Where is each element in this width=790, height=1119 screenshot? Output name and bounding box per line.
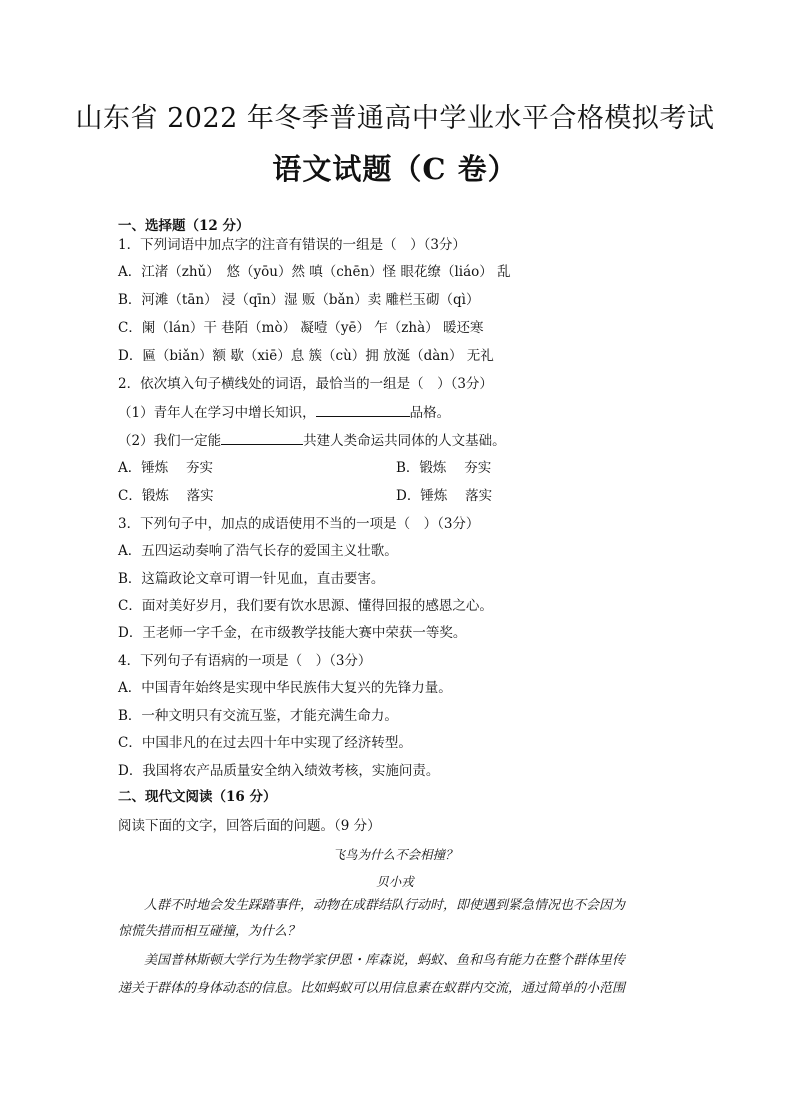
q1-option-b: B．河滩（tān） 浸（qīn）湿 贩（bǎn）卖 雕栏玉砌（qì）: [118, 292, 480, 308]
q4-stem: 4．下列句子有语病的一项是（ ）（3分）: [118, 653, 372, 669]
q1-stem: 1．下列词语中加点字的注音有错误的一组是（ ）（3分）: [118, 237, 466, 253]
section2-heading: 二、现代文阅读（16 分）: [118, 789, 277, 805]
q2-option-b: B．锻炼 夯实: [396, 460, 492, 476]
q2-blank-1: [316, 402, 410, 417]
q2-sentence-1: [118, 402, 450, 423]
q4-option-d: D．我国将农产品质量安全纳入绩效考核，实施问责。: [118, 763, 440, 779]
article-author: 贝小戎: [376, 874, 414, 889]
q3-option-d: D．王老师一字千金，在市级教学技能大赛中荣获一等奖。: [118, 625, 467, 641]
q4-option-a: A．中国青年始终是实现中华民族伟大复兴的先锋力量。: [118, 680, 452, 696]
q2-option-d: D．锤炼 落实: [396, 488, 493, 504]
q4-option-b: B．一种文明只有交流互鉴，才能充满生命力。: [118, 708, 398, 724]
q1-option-c: C．阑（lán）干 巷陌（mò） 凝噎（yē） 乍（zhà） 暖还寒: [118, 320, 484, 336]
q2-s2-after: 共建人类命运共同体的人文基础。: [303, 433, 506, 449]
exam-subtitle: 语文试题（C 卷）: [272, 152, 518, 186]
q1-option-a: A．江渚（zhǔ） 悠（yōu）然 嗔（chēn）怪 眼花缭（liáo） 乱: [118, 264, 511, 280]
q3-option-a: A．五四运动奏响了浩气长存的爱国主义壮歌。: [118, 543, 398, 559]
q2-option-a: A．锤炼 夯实: [118, 460, 214, 476]
paragraph-2-line-2: 递关于群体的身体动态的信息。比如蚂蚁可以用信息素在蚁群内交流，通过简单的小范围: [118, 981, 626, 996]
q3-option-b: B．这篇政论文章可谓一针见血，直击要害。: [118, 571, 385, 587]
section1-heading: 一、选择题（12 分）: [118, 218, 250, 234]
q2-option-c: C．锻炼 落实: [118, 488, 214, 504]
reading-intro: 阅读下面的文字，回答后面的问题。（9 分）: [118, 818, 381, 834]
q2-s2-before: （2）我们一定能: [118, 433, 222, 449]
q2-blank-2: [221, 430, 303, 445]
paragraph-2-line-1: 美国普林斯顿大学行为生物学家伊恩・库森说，蚂蚁、鱼和鸟有能力在整个群体里传: [144, 953, 626, 968]
article-title: 飞鸟为什么不会相撞？: [332, 847, 458, 862]
exam-title: 山东省 2022 年冬季普通高中学业水平合格模拟考试: [75, 103, 715, 134]
q2-s1-before: （1）青年人在学习中增长知识，: [118, 405, 316, 421]
q2-sentence-2: [118, 430, 506, 451]
paragraph-1-line-1: 人群不时地会发生踩踏事件，动物在成群结队行动时，即使遇到紧急情况也不会因为: [144, 898, 626, 913]
paragraph-1-line-2: 惊慌失措而相互碰撞，为什么？: [118, 924, 301, 939]
q3-option-c: C．面对美好岁月，我们要有饮水思源、懂得回报的感恩之心。: [118, 598, 493, 614]
q3-stem: 3．下列句子中，加点的成语使用不当的一项是（ ）（3分）: [118, 516, 480, 532]
q4-option-c: C．中国非凡的在过去四十年中实现了经济转型。: [118, 735, 412, 751]
q2-stem: 2．依次填入句子横线处的词语，最恰当的一组是（ ）（3分）: [118, 376, 493, 392]
q2-s1-after: 品格。: [409, 405, 451, 421]
q1-option-d: D．匾（biǎn）额 歇（xiē）息 簇（cù）拥 放涎（dàn） 无礼: [118, 348, 494, 364]
